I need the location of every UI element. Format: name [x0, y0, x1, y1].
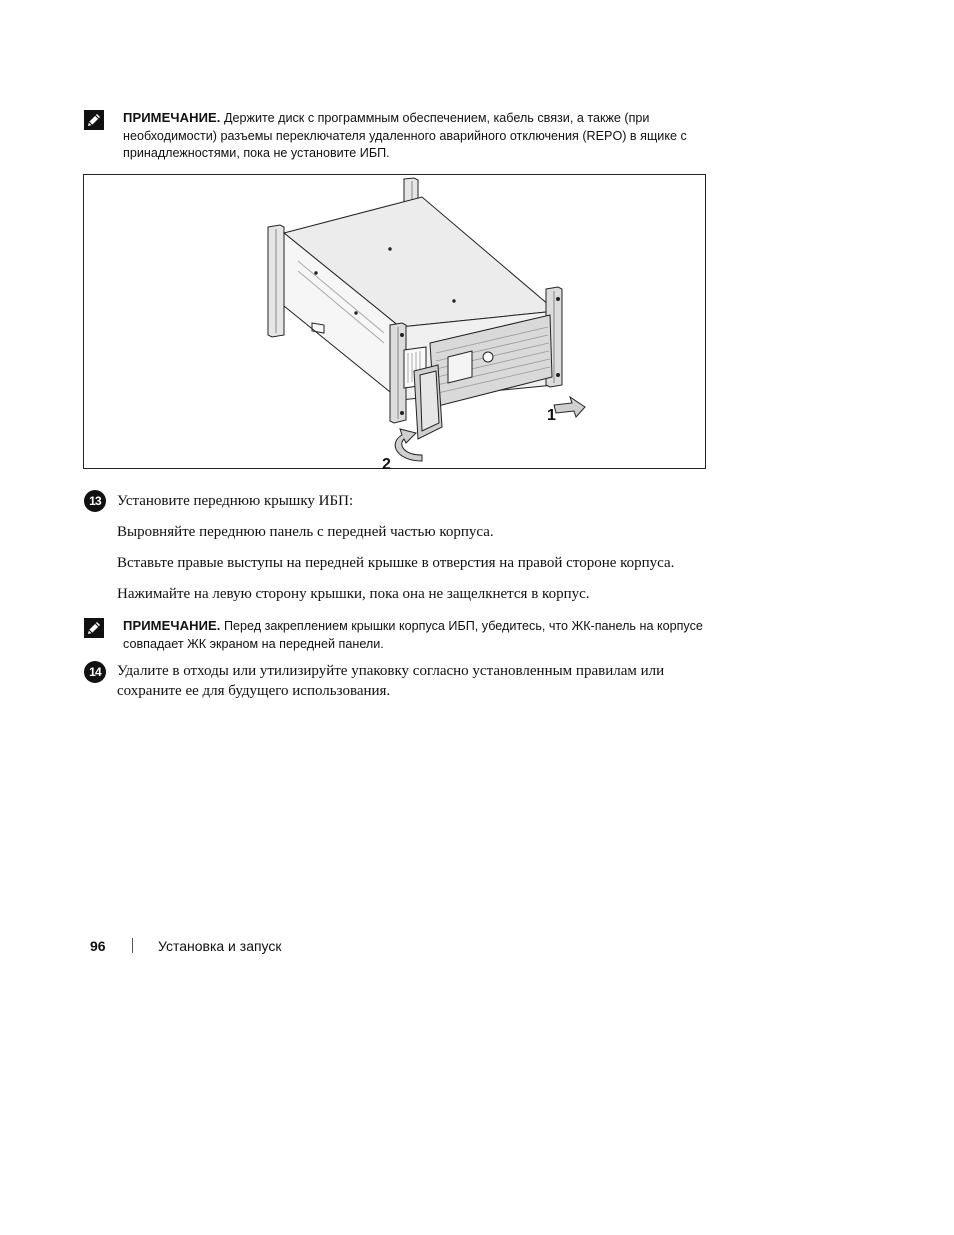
- note-1-line: принадлежностями, пока не установите ИБП.: [123, 146, 390, 160]
- step-13-item: Вставьте правые выступы на передней крышке в отверстия на правой стороне корпуса.: [117, 555, 675, 571]
- step-13-title: Установите переднюю крышку ИБП:: [117, 493, 354, 509]
- callout-1: 1: [547, 407, 556, 424]
- ups-front-cover-illustration: [83, 174, 706, 469]
- note-2-label: ПРИМЕЧАНИЕ.: [123, 618, 221, 633]
- note-1-line: необходимости) разъемы переключателя удаленного аварийного отключения (REPO) в ящике с: [123, 128, 687, 143]
- step-14-badge: 14: [84, 661, 106, 683]
- step-13-item: Выровняйте переднюю панель с передней частью корпуса.: [117, 524, 494, 540]
- footer-section-title: Установка и запуск: [158, 938, 282, 954]
- note-pencil-icon: [84, 110, 104, 130]
- note-2-line: совпадает ЖК экраном на передней панели.: [123, 636, 384, 651]
- note-1-line: Держите диск с программным обеспечением, кабель связи, а также (при: [220, 111, 650, 125]
- note-2: [123, 617, 743, 653]
- callout-2: 2: [382, 456, 391, 470]
- step-13-item: Нажимайте на левую сторону крышки, пока она не защелкнется в корпус.: [117, 586, 590, 602]
- step-14-line: сохраните ее для будущего использования.: [117, 682, 391, 699]
- note-2-line: Перед закреплением крышки корпуса ИБП, убедитесь, что ЖК-панель на корпусе: [220, 619, 703, 633]
- step-13-badge: 13: [84, 490, 106, 512]
- footer-divider: [132, 938, 133, 953]
- ups-rack-drawing: [84, 175, 707, 470]
- note-1-label: ПРИМЕЧАНИЕ.: [123, 110, 221, 125]
- note-pencil-icon: [84, 618, 104, 638]
- note-1: [123, 109, 743, 163]
- step-14-line: Удалите в отходы или утилизируйте упаковку согласно установленным правилам или: [117, 663, 665, 679]
- page-number: 96: [90, 938, 106, 954]
- step-14-text: [117, 662, 737, 701]
